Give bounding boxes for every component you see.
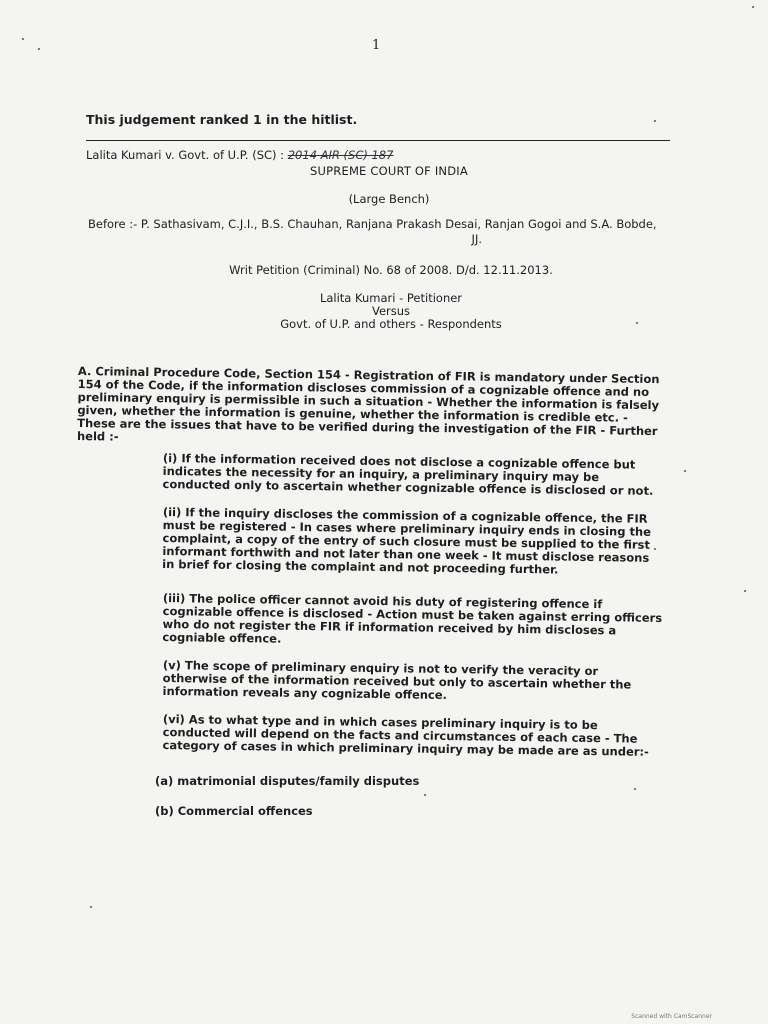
page-number: 1 — [372, 38, 381, 53]
ranking-note: This judgement ranked 1 in the hitlist. — [86, 112, 358, 127]
scan-speck — [684, 470, 686, 472]
header-rule — [86, 140, 670, 141]
scan-speck — [22, 38, 24, 40]
bench-type: (Large Bench) — [348, 192, 430, 206]
case-citation — [86, 148, 393, 162]
scan-speck — [752, 6, 754, 8]
subitem-b: (b) Commercial offences — [155, 804, 313, 818]
headnote-item-vi: (vi) As to what type and in which cases preliminary inquiry is to be conducted will depend on the facts and circumstances of each case - The category of cases in which preliminary inquiry may be made are as under:- — [162, 712, 649, 759]
scan-speck — [636, 322, 638, 324]
subitem-a: (a) matrimonial disputes/family disputes — [155, 774, 420, 788]
court-name: SUPREME COURT OF INDIA — [310, 164, 468, 178]
scan-speck — [654, 548, 656, 550]
writ-petition: Writ Petition (Criminal) No. 68 of 2008. D/d. 12.11.2013. — [229, 263, 553, 277]
citation-prefix: Lalita Kumari v. Govt. of U.P. (SC) : — [86, 148, 285, 162]
citation-reference: 2014 AIR (SC) 187 — [287, 148, 394, 162]
judges-text: Before :- P. Sathasivam, C.J.I., B.S. Chauhan, Ranjana Prakash Desai, Ranjan Gogoi and S.A. Bobde, — [88, 217, 657, 231]
judges-suffix: JJ. — [471, 232, 482, 246]
headnote-intro: A. Criminal Procedure Code, Section 154 - Registration of FIR is mandatory under Section 154 of the Code, if the information discloses commission of a cognizable offence and no preliminary enquiry is permissible in such a situation - Whether the information is falsely given, whether the information is genuine, whether the information is credible etc. - These are the issues that have to be verified during the investigation of the FIR - Further held :- — [76, 364, 660, 444]
headnote-item-i: (i) If the information received does not disclose a cognizable offence but indicates the necessity for an inquiry, a preliminary inquiry may be conducted only to ascertain whether cognizable offence is disclosed or not. — [162, 451, 654, 498]
headnote-item-iii: (iii) The police officer cannot avoid his duty of registering offence if cognizable offence is disclosed - Action must be taken against erring officers who do not register the FIR if information received by him discloses a cogniable offence. — [162, 591, 663, 646]
scan-speck — [654, 120, 656, 122]
scan-speck — [424, 794, 426, 796]
versus: Versus — [371, 304, 411, 318]
scan-speck — [634, 788, 636, 790]
headnote-item-v: (v) The scope of preliminary enquiry is not to verify the veracity or otherwise of the information received but only to ascertain whether the information reveals any cognizable offence. — [162, 658, 632, 702]
scanner-watermark: Scanned with CamScanner — [631, 1013, 712, 1020]
headnote-item-ii: (ii) If the inquiry discloses the commission of a cognizable offence, the FIR must be registered - In cases where preliminary inquiry ends in closing the complaint, a copy of the entry of such closure must be supplied to the first informant forthwith and not later than one week - It must disclose reasons in brief for closing the complaint and not proceeding further. — [162, 505, 652, 577]
petitioner: Lalita Kumari - Petitioner — [319, 291, 463, 305]
judges-list — [88, 217, 672, 247]
parties-block — [0, 292, 768, 331]
scan-speck — [744, 590, 746, 592]
scan-speck — [38, 48, 40, 50]
respondents: Govt. of U.P. and others - Respondents — [280, 317, 502, 331]
scan-speck — [90, 906, 92, 908]
